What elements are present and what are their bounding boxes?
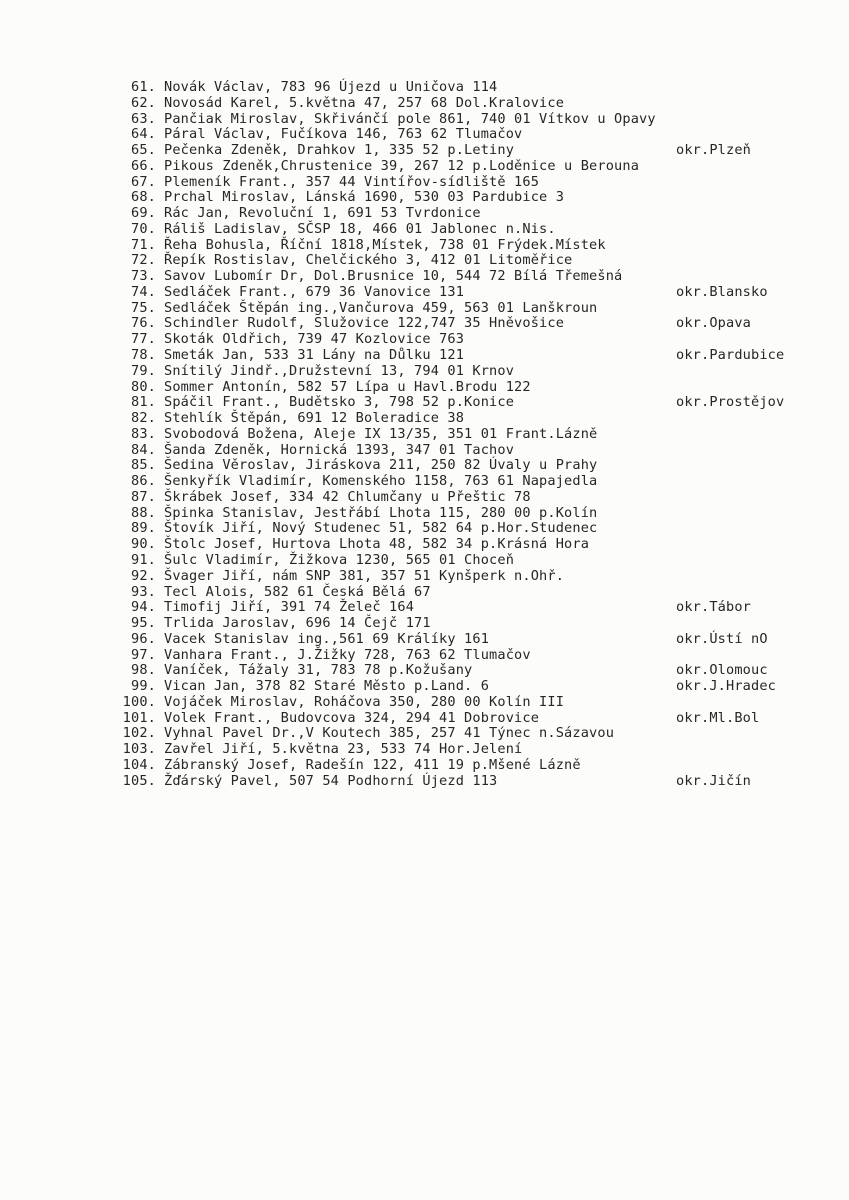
- entry-address: Pečenka Zdeněk, Drahkov 1, 335 52 p.Letiny: [164, 142, 515, 159]
- entry-address: Pančiak Miroslav, Skřivánčí pole 861, 740 01 Vítkov u Opavy: [164, 110, 656, 127]
- list-item: [116, 190, 816, 206]
- entry-address: Novosád Karel, 5.května 47, 257 68 Dol.Kralovice: [164, 94, 565, 111]
- entry-district: okr.Jičín: [676, 772, 752, 789]
- entry-number: 90.: [130, 536, 156, 553]
- list-item: [116, 632, 816, 648]
- list-item: [116, 253, 816, 269]
- entry-number: 62.: [130, 94, 156, 111]
- list-item: [116, 616, 816, 632]
- entry-address: Volek Frant., Budovcova 324, 294 41 Dobrovice: [164, 709, 540, 726]
- entry-number: 81.: [130, 394, 156, 411]
- list-item: [116, 206, 816, 222]
- entry-number: 61.: [130, 79, 156, 95]
- list-item: [116, 380, 816, 396]
- entry-number: 92.: [130, 567, 156, 584]
- entry-number: 102.: [122, 725, 156, 742]
- entry-district: okr.Opava: [676, 315, 752, 332]
- entry-address: Trlida Jaroslav, 696 14 Čejč 171: [164, 615, 431, 632]
- entry-district: okr.Pardubice: [676, 347, 785, 364]
- entry-address: Pikous Zdeněk,Chrustenice 39, 267 12 p.Loděnice u Berouna: [164, 157, 640, 174]
- list-item: [116, 285, 816, 301]
- list-item: [116, 332, 816, 348]
- entry-number: 105.: [122, 772, 156, 789]
- entry-address: Smeták Jan, 533 31 Lány na Důlku 121: [164, 347, 465, 364]
- entry-address: Řeha Bohusla, Říční 1818,Místek, 738 01 Frýdek.Místek: [164, 236, 606, 253]
- list-item: [116, 348, 816, 364]
- list-item: [116, 411, 816, 427]
- entry-address: Snítilý Jindř.,Družstevní 13, 794 01 Krnov: [164, 362, 515, 379]
- entry-number: 91.: [130, 551, 156, 568]
- entry-address: Svobodová Božena, Aleje IX 13/35, 351 01 Frant.Lázně: [164, 425, 598, 442]
- entry-number: 73.: [130, 268, 156, 285]
- entry-number: 88.: [130, 504, 156, 521]
- entry-number: 104.: [122, 756, 156, 773]
- list-item: [116, 711, 816, 727]
- entry-address: Švager Jiří, nám SNP 381, 357 51 Kynšperk n.Ohř.: [164, 567, 565, 584]
- list-item: [116, 143, 816, 159]
- entry-number: 97.: [130, 646, 156, 663]
- entry-address: Schindler Rudolf, Služovice 122,747 35 Hněvošice: [164, 315, 565, 332]
- entry-number: 71.: [130, 236, 156, 253]
- entry-number: 96.: [130, 630, 156, 647]
- entry-number: 93.: [130, 583, 156, 600]
- list-item: [116, 159, 816, 175]
- entry-address: Vaníček, Tážaly 31, 783 78 p.Kožušany: [164, 662, 473, 679]
- list-item: [116, 443, 816, 459]
- entry-address: Škrábek Josef, 334 42 Chlumčany u Přeštic 78: [164, 488, 531, 505]
- list-item: [116, 695, 816, 711]
- list-item: [116, 774, 816, 790]
- entry-address: Vojáček Miroslav, Roháčova 350, 280 00 Kolín III: [164, 693, 565, 710]
- entry-address: Vican Jan, 378 82 Staré Město p.Land. 6: [164, 678, 490, 695]
- entry-district: okr.J.Hradec: [676, 678, 777, 695]
- entry-number: 101.: [122, 709, 156, 726]
- list-item: [116, 726, 816, 742]
- list-item: [116, 427, 816, 443]
- entry-district: okr.Prostějov: [676, 394, 785, 411]
- entry-number: 72.: [130, 252, 156, 269]
- entry-address: Prchal Miroslav, Lánská 1690, 530 03 Pardubice 3: [164, 189, 565, 206]
- entry-district: okr.Plzeň: [676, 142, 752, 159]
- entry-number: 98.: [130, 662, 156, 679]
- entry-number: 85.: [130, 457, 156, 474]
- entry-number: 94.: [130, 599, 156, 616]
- entry-number: 95.: [130, 615, 156, 632]
- entry-number: 65.: [130, 142, 156, 159]
- entry-address: Páral Václav, Fučíkova 146, 763 62 Tlumačov: [164, 126, 523, 143]
- entry-number: 75.: [130, 299, 156, 316]
- entry-address: Timofij Jiří, 391 74 Želeč 164: [164, 599, 415, 616]
- entry-number: 80.: [130, 378, 156, 395]
- list-item: [116, 553, 816, 569]
- entry-address: Zavřel Jiří, 5.května 23, 533 74 Hor.Jelení: [164, 741, 523, 758]
- list-item: [116, 663, 816, 679]
- list-item: [116, 600, 816, 616]
- entry-number: 70.: [130, 220, 156, 237]
- entry-district: okr.Blansko: [676, 283, 768, 300]
- entry-district: okr.Tábor: [676, 599, 752, 616]
- entry-number: 74.: [130, 283, 156, 300]
- entry-address: Šulc Vladimír, Žižkova 1230, 565 01 Choceň: [164, 551, 515, 568]
- entry-address: Ráliš Ladislav, SČSP 18, 466 01 Jablonec n.Nis.: [164, 220, 556, 237]
- entry-district: okr.Ml.Bol: [676, 709, 760, 726]
- entry-address: Vyhnal Pavel Dr.,V Koutech 385, 257 41 Týnec n.Sázavou: [164, 725, 615, 742]
- entry-address: Štovík Jiří, Nový Studenec 51, 582 64 p.Hor.Studenec: [164, 520, 598, 537]
- list-item: [116, 316, 816, 332]
- list-item: [116, 96, 816, 112]
- list-item: [116, 395, 816, 411]
- entry-number: 64.: [130, 126, 156, 143]
- entry-address: Sommer Antonín, 582 57 Lípa u Havl.Brodu 122: [164, 378, 531, 395]
- entry-number: 66.: [130, 157, 156, 174]
- list-item: [116, 758, 816, 774]
- entry-address: Štolc Josef, Hurtova Lhota 48, 582 34 p.Krásná Hora: [164, 536, 590, 553]
- entry-address: Spáčil Frant., Budětsko 3, 798 52 p.Konice: [164, 394, 515, 411]
- list-item: [116, 742, 816, 758]
- entry-number: 82.: [130, 410, 156, 427]
- entry-number: 79.: [130, 362, 156, 379]
- entry-number: 63.: [130, 110, 156, 127]
- entry-address: Řepík Rostislav, Chelčického 3, 412 01 Litoměřice: [164, 252, 573, 269]
- entry-address: Žďárský Pavel, 507 54 Podhorní Újezd 113: [164, 772, 498, 789]
- entry-address: Savov Lubomír Dr, Dol.Brusnice 10, 544 72 Bílá Třemešná: [164, 268, 623, 285]
- entry-number: 78.: [130, 347, 156, 364]
- list-item: [116, 269, 816, 285]
- entry-address: Tecl Alois, 582 61 Česká Bělá 67: [164, 583, 431, 600]
- list-item: [116, 80, 816, 96]
- entry-address: Sedláček Frant., 679 36 Vanovice 131: [164, 283, 465, 300]
- list-item: [116, 585, 816, 601]
- entry-address: Rác Jan, Revoluční 1, 691 53 Tvrdonice: [164, 205, 481, 222]
- entry-district: okr.Olomouc: [676, 662, 768, 679]
- entry-address: Plemeník Frant., 357 44 Vintířov-sídliště 165: [164, 173, 540, 190]
- list-item: [116, 112, 816, 128]
- entry-district: okr.Ústí nO: [676, 630, 768, 647]
- list-item: [116, 222, 816, 238]
- entry-address: Šedina Věroslav, Jiráskova 211, 250 82 Úvaly u Prahy: [164, 457, 598, 474]
- list-item: [116, 537, 816, 553]
- entry-number: 77.: [130, 331, 156, 348]
- address-list: [116, 80, 816, 789]
- entry-number: 83.: [130, 425, 156, 442]
- list-item: [116, 301, 816, 317]
- entry-number: 86.: [130, 473, 156, 490]
- entry-number: 103.: [122, 741, 156, 758]
- entry-address: Šanda Zdeněk, Hornická 1393, 347 01 Tachov: [164, 441, 515, 458]
- list-item: [116, 648, 816, 664]
- entry-address: Vanhara Frant., J.Žižky 728, 763 62 Tlumačov: [164, 646, 531, 663]
- list-item: [116, 474, 816, 490]
- entry-number: 89.: [130, 520, 156, 537]
- list-item: [116, 175, 816, 191]
- entry-address: Skoták Oldřich, 739 47 Kozlovice 763: [164, 331, 465, 348]
- entry-address: Špinka Stanislav, Jestřábí Lhota 115, 280 00 p.Kolín: [164, 504, 598, 521]
- list-item: [116, 679, 816, 695]
- entry-address: Sedláček Štěpán ing.,Vančurova 459, 563 01 Lanškroun: [164, 299, 598, 316]
- entry-number: 84.: [130, 441, 156, 458]
- list-item: [116, 127, 816, 143]
- list-item: [116, 569, 816, 585]
- entry-address: Šenkyřík Vladimír, Komenského 1158, 763 61 Napajedla: [164, 473, 598, 490]
- entry-number: 99.: [130, 678, 156, 695]
- entry-number: 68.: [130, 189, 156, 206]
- list-item: [116, 364, 816, 380]
- list-item: [116, 490, 816, 506]
- list-item: [116, 458, 816, 474]
- entry-number: 76.: [130, 315, 156, 332]
- entry-number: 87.: [130, 488, 156, 505]
- entry-address: Stehlík Štěpán, 691 12 Boleradice 38: [164, 410, 465, 427]
- entry-address: Vacek Stanislav ing.,561 69 Králíky 161: [164, 630, 490, 647]
- entry-address: Novák Václav, 783 96 Újezd u Uničova 114: [164, 79, 498, 95]
- entry-number: 69.: [130, 205, 156, 222]
- entry-number: 67.: [130, 173, 156, 190]
- list-item: [116, 521, 816, 537]
- entry-number: 100.: [122, 693, 156, 710]
- entry-address: Zábranský Josef, Radešín 122, 411 19 p.Mšené Lázně: [164, 756, 581, 773]
